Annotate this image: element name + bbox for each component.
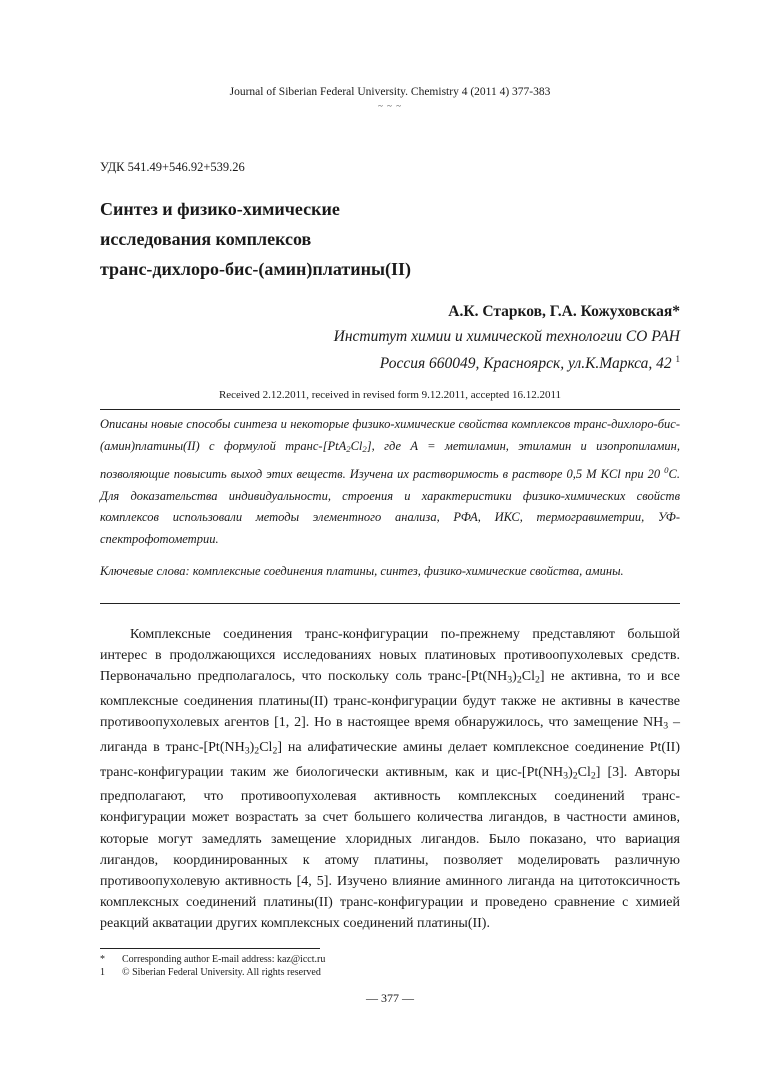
body-text: – лиганда в транс-[Pt(NH <box>100 715 680 755</box>
affiliation-footnote-mark: 1 <box>675 354 680 364</box>
body-text: ] не активна, то и все комплексные соединения платины(II) транс-конфигурации будут также не активны в качестве противоопухолевых агентов [1, 2]. Но в настоящее время обнаружилось, что замещение NH <box>100 669 680 731</box>
journal-ornament: ~ ~ ~ <box>377 101 403 111</box>
body-text: Комплексные соединения транс-конфигурации по-прежнему представляют большой интерес в продолжающихся исследованиях новых платиновых противоопухолевых средств. Первоначально предполагалось, что поскольку соль транс-[Pt(NH <box>100 627 680 685</box>
abstract-text: Описаны новые способы синтеза и некоторые физико-химические свойства комплексов транс-дихлоро-бис-(амин)платины(II) с формулой транс-[PtA <box>100 417 680 453</box>
body-text: ) <box>568 764 573 780</box>
received-dates: Received 2.12.2011, received in revised form 9.12.2011, accepted 16.12.2011 <box>218 389 562 401</box>
journal-header: Journal of Siberian Federal University. Chemistry 4 (2011 4) 377-383 <box>229 86 551 98</box>
footnote-text: © Siberian Federal University. All rights reserved <box>122 967 321 978</box>
affiliation <box>334 326 680 375</box>
body-text: Cl <box>577 764 591 780</box>
affiliation-institute: Институт химии и химической технологии СО РАН <box>333 328 680 345</box>
body-text: Cl <box>259 739 273 755</box>
page-number: — 377 — <box>366 991 414 1005</box>
subscript: 2 <box>534 674 540 686</box>
subscript: 2 <box>572 769 578 781</box>
subscript: 3 <box>563 769 569 781</box>
footnote-rule <box>100 948 320 949</box>
subscript: 2 <box>516 674 522 686</box>
affiliation-address-text: Россия 660049, Красноярск, ул.К.Маркса, 42 <box>379 355 672 373</box>
abstract-text: ], где A = метиламин, этиламин и изопропиламин, позволяющие повысить выход этих веществ. Изучена их растворимость в растворе 0,5 M KCl при 20 <box>100 438 680 482</box>
title-line: исследования комплексов <box>100 229 312 249</box>
footnote-corresponding <box>100 953 325 966</box>
body-text: ] [3]. Авторы предполагают, что противоопухолевая активность комплексных соединений транс-конфигурации может возрастать за счет большего количества лигандов, в частности аминов, которые могут замедлять замещение хлоридных лигандов. Было показано, что вариация лигандов, координированных к атому платины, позволяет моделировать различную противоопухолевую активность [4, 5]. Изучено влияние аминного лиганда на цитотоксичность комплексных соединений платины(II) транс-конфигурации и проведено сравнение с химией реакций акватации других комплексных соединений платины(II). <box>100 764 681 932</box>
abstract-top-rule <box>100 409 680 410</box>
subscript: 3 <box>507 674 513 686</box>
footnote-mark: * <box>100 954 105 965</box>
udc-code: УДК 541.49+546.92+539.26 <box>100 160 245 174</box>
footnote-text: Corresponding author E-mail address: kaz@icct.ru <box>122 954 326 965</box>
body-text: ] на алифатические амины делает комплексное соединение Pt(II) транс-конфигурации таким же биологически активным, как и цис-[Pt(NH <box>100 739 680 780</box>
subscript: 3 <box>663 720 669 732</box>
abstract-text: С. Для доказательства индивидуальности, строения и характеристики физико-химических свойств комплексов использовали методы элементного анализа, РФА, ИКС, термогравиметрии, УФ-спектрофотометрии. <box>100 467 680 546</box>
body-text: ) <box>512 669 517 685</box>
abstract <box>100 414 680 550</box>
subscript: 3 <box>244 745 250 757</box>
authors: А.К. Старков, Г.А. Кожуховская* <box>448 303 680 320</box>
subscript: 2 <box>590 769 596 781</box>
footnote-copyright <box>100 966 321 979</box>
affiliation-address <box>334 348 680 375</box>
superscript: 0 <box>664 465 669 476</box>
footnote-mark: 1 <box>100 967 105 978</box>
abstract-bottom-rule <box>100 603 680 604</box>
subscript: 2 <box>362 443 367 454</box>
abstract-text: Cl <box>350 438 363 453</box>
subscript: 2 <box>346 443 351 454</box>
article-title <box>100 194 411 284</box>
subscript: 2 <box>254 745 260 757</box>
title-line: Синтез и физико-химические <box>100 199 340 219</box>
title-line: транс-дихлоро-бис-(амин)платины(II) <box>100 259 411 279</box>
body-paragraph <box>100 624 680 935</box>
keywords: Ключевые слова: комплексные соединения платины, синтез, физико-химические свойства, амины. <box>100 564 624 578</box>
body-text: Cl <box>521 669 535 685</box>
body-text: ) <box>249 739 255 755</box>
subscript: 2 <box>272 745 278 757</box>
